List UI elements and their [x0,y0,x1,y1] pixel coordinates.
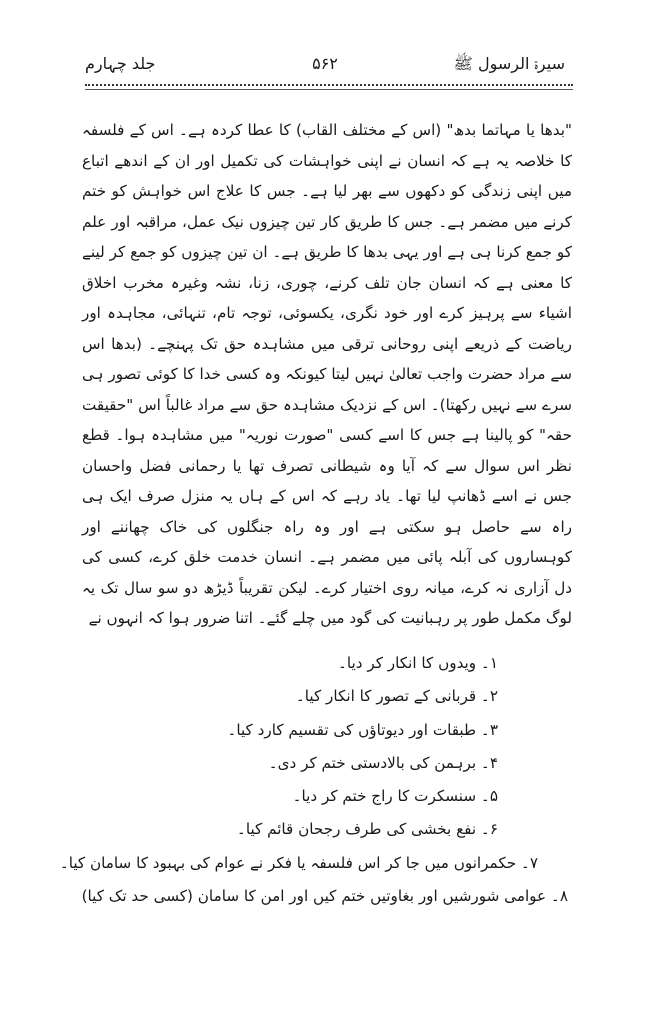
list-item: ۵۔ سنسکرت کا راج ختم کر دیا۔ [292,787,498,806]
paragraph: "بدھا یا مہاتما بدھ" (اس کے مختلف القاب) کا عطا کردہ ہے۔ اس کے فلسفہ کا خلاصہ یہ ہے کہ انسان نے اپنی خواہشات کی تکمیل اور ان کے اندھے اتباع میں اپنی زندگی کو دکھوں سے بھر لیا ہے۔ جس کا علاج اس خواہش کو ختم کرنے میں مضمر ہے۔ جس کا طریق کار تین چیزوں نیک عمل، مراقبہ اور علم کو جمع کرنا ہی ہے اور یہی بدھا کا طریق ہے۔ ان تین چیزوں کو جمع کر لینے کا معنی ہے کہ انسان جان تلف کرنے، چوری، زنا، نشہ وغیرہ مخرب اخلاق اشیاء سے پرہیز کرے اور خود نگری، یکسوئی، توجہ تام، تنہائی، مجاہدہ اور ریاضت کے ذریعے اپنی روحانی ترقی میں مشاہدہ حق تک پہنچے۔ (بدھا اس سے مراد حضرت واجب تعالیٰ نہیں لیتا کیونکہ وہ کسی خدا کا کوئی تصور ہی سرے سے نہیں رکھتا)۔ اس کے نزدیک مشاہدہ حق سے مراد غالباً اس "حقیقت حقہ" کو پالینا ہے جس کا اسے کسی "صورت نوریہ" میں مشاہدہ ہوا۔ قطع نظر اس سوال سے کہ آیا وہ شیطانی تصرف تھا یا رحمانی فضل واحسان جس نے اسے ڈھانپ لیا تھا۔ یاد رہے کہ اس کے ہاں یہ منزل صرف ایک ہی راہ سے حاصل ہو سکتی ہے اور وہ راہ جنگلوں کی خاک چھاننے اور کوہساروں کی آبلہ پائی میں مضمر ہے۔ انسان خدمت خلق کرے، کسی کی دل آزاری نہ کرے، میانہ روی اختیار کرے۔ لیکن تقریباً ڈیڑھ دو سو سال تک یہ لوگ مکمل طور پر رہبانیت کی گود میں چلے گئے۔ اتنا ضرور ہوا کہ انہوں نے [82,121,572,627]
header-rule-dotted [85,84,573,86]
list-item: ۴۔ برہمن کی بالادستی ختم کر دی۔ [268,753,498,772]
running-title: سیرۃ الرسول ﷺ [453,54,565,73]
list-item: ۱۔ ویدوں کا انکار کر دیا۔ [337,654,498,672]
list-item: ۸۔ عوامی شورشیں اور بغاوتیں ختم کیں اور امن کا سامان (کسی حد تک کیا) [81,887,568,906]
page-number: ۵۶۲ [312,54,338,73]
list-item: ۳۔ طبقات اور دیوتاؤں کی تقسیم کارد کیا۔ [227,720,498,739]
page-header [75,52,575,80]
header-rule [85,89,573,90]
volume-label: جلد چہارم [85,54,156,73]
numbered-list [59,647,568,913]
list-item: ۷۔ حکمرانوں میں جا کر اس فلسفہ یا فکر نے عوام کی بہبود کا سامان کیا۔ [59,853,538,872]
main-text [82,115,572,634]
list-item: ۶۔ نفع بخشی کی طرف رجحان قائم کیا۔ [236,820,498,839]
list-item: ۲۔ قربانی کے تصور کا انکار کیا۔ [295,687,498,706]
